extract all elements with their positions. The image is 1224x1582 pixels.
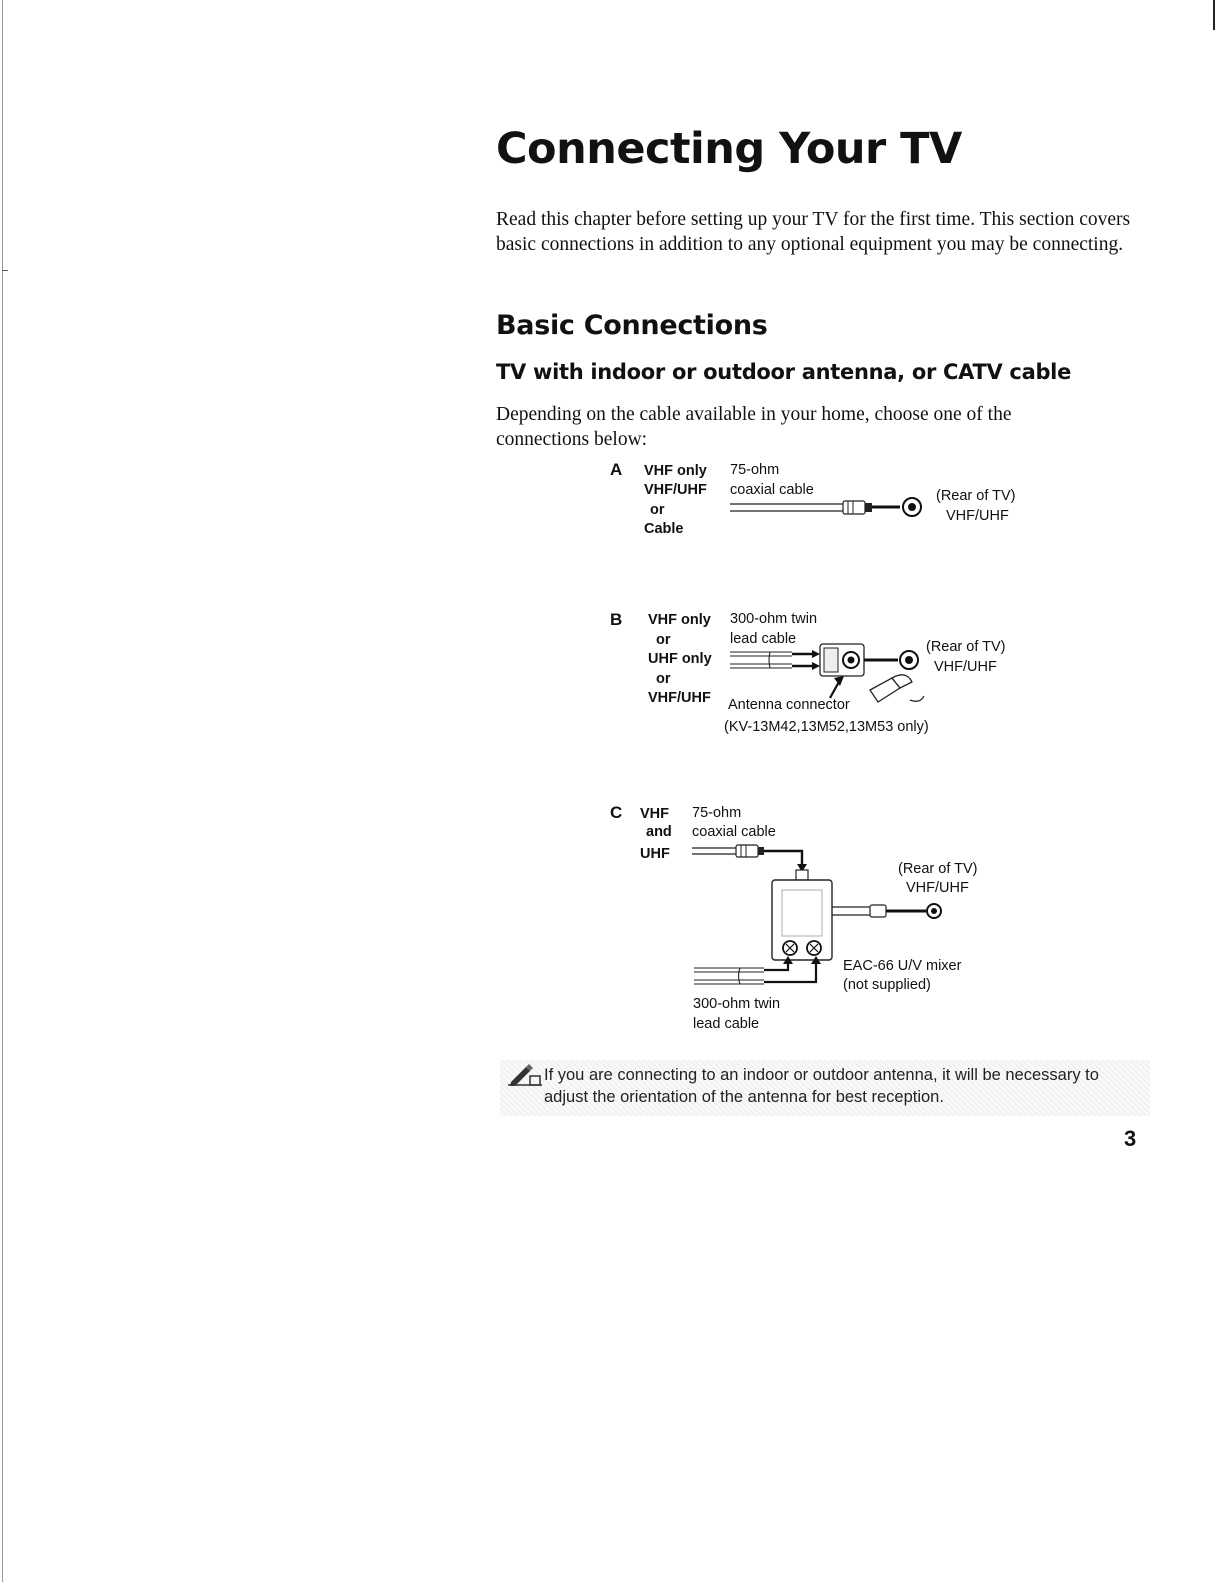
mixer-box — [772, 870, 832, 960]
diagram-c-input-arrow — [764, 851, 802, 866]
diagram-a-source: or — [650, 502, 665, 518]
diagram-a-source: Cable — [644, 521, 684, 537]
diagram-b-source: or — [656, 671, 671, 687]
diagram-c-letter: C — [610, 803, 623, 822]
diagram-a-tv-jack — [903, 498, 921, 516]
diagram-b-connector-note: (KV-13M42,13M52,13M53 only) — [724, 719, 929, 735]
diagram-b-cable-label: lead cable — [730, 631, 797, 647]
scan-edge-right — [1213, 0, 1215, 30]
diagram-c-rear-label: VHF/UHF — [906, 880, 969, 896]
diagram-a-cable-label: coaxial cable — [730, 482, 814, 498]
diagram-a-illustration — [720, 490, 940, 530]
diagram-c-rear-label: (Rear of TV) — [898, 861, 978, 877]
diagram-b-letter: B — [610, 610, 623, 629]
diagram-c-cable-label: coaxial cable — [692, 824, 776, 840]
diagram-b-source: VHF only — [648, 612, 711, 628]
diagram-c-source: VHF — [640, 806, 669, 822]
diagram-c-output-cable — [832, 905, 886, 917]
diagram-c-twin-lead — [694, 968, 764, 984]
screwdriver-icon — [870, 675, 924, 702]
page-number: 3 — [1124, 1126, 1137, 1151]
diagram-b-source: or — [656, 632, 671, 648]
diagram-b-connector-label: Antenna connector — [728, 697, 850, 713]
diagram-c-coax-cable — [692, 848, 736, 854]
intro-paragraph: Read this chapter before setting up your TV for the first time. This section covers basic connections in addition to any optional equipment you may be connecting. — [496, 209, 1131, 255]
diagram-b-tv-jack — [900, 651, 918, 669]
subsection-title: TV with indoor or outdoor antenna, or CATV cable — [496, 360, 1072, 384]
pencil-note-icon — [508, 1062, 542, 1086]
diagram-c-source: and — [646, 824, 672, 840]
diagram-b-prong-arrows — [792, 654, 812, 666]
lead-paragraph: Depending on the cable available in your home, choose one of the connections below: — [496, 404, 1012, 450]
diagram-a-cable-label: 75-ohm — [730, 462, 780, 478]
diagram-c-tv-jack — [927, 904, 941, 918]
diagram-c-source: UHF — [640, 846, 670, 862]
diagram-b-cable-label: 300-ohm twin — [730, 611, 818, 627]
diagram-c-mixer-label: EAC-66 U/V mixer — [843, 958, 962, 974]
section-title: Basic Connections — [496, 310, 768, 341]
diagram-a-rear-label: (Rear of TV) — [936, 488, 1016, 504]
scan-edge-left — [2, 0, 3, 1582]
diagram-c-cable-label: 75-ohm — [692, 805, 742, 821]
diagram-b-rear-label: VHF/UHF — [934, 659, 997, 675]
diagram-c-twin-label: lead cable — [693, 1016, 760, 1032]
diagram-c-twin-arrows — [764, 962, 816, 982]
diagram-b-illustration — [720, 640, 950, 710]
diagram-b-source: UHF only — [648, 651, 712, 667]
diagram-a-source: VHF/UHF — [644, 482, 707, 498]
diagram-c-coax-plug — [736, 845, 764, 857]
diagram-b-arrowheads — [812, 650, 820, 670]
diagram-c-illustration — [690, 840, 950, 1000]
diagram-a-coax-plug — [843, 501, 872, 514]
diagram-c-twin-label: 300-ohm twin — [693, 996, 781, 1012]
diagram-c-mixer-label: (not supplied) — [843, 977, 931, 993]
diagram-b-rear-label: (Rear of TV) — [926, 639, 1006, 655]
diagram-a-source: VHF only — [644, 463, 707, 479]
note-text: If you are connecting to an indoor or outdoor antenna, it will be necessary to adjust the orientation of the antenna for best reception. — [544, 1066, 1099, 1106]
scan-edge-tick — [2, 270, 8, 271]
diagram-b-antenna-connector — [820, 644, 864, 676]
diagram-a-letter: A — [610, 460, 623, 479]
diagram-b-source: VHF/UHF — [648, 690, 711, 706]
diagram-a-rear-label: VHF/UHF — [946, 508, 1009, 524]
diagram-b-twin-lead — [730, 652, 792, 668]
note-box — [500, 1060, 1150, 1116]
page-title: Connecting Your TV — [496, 124, 962, 174]
